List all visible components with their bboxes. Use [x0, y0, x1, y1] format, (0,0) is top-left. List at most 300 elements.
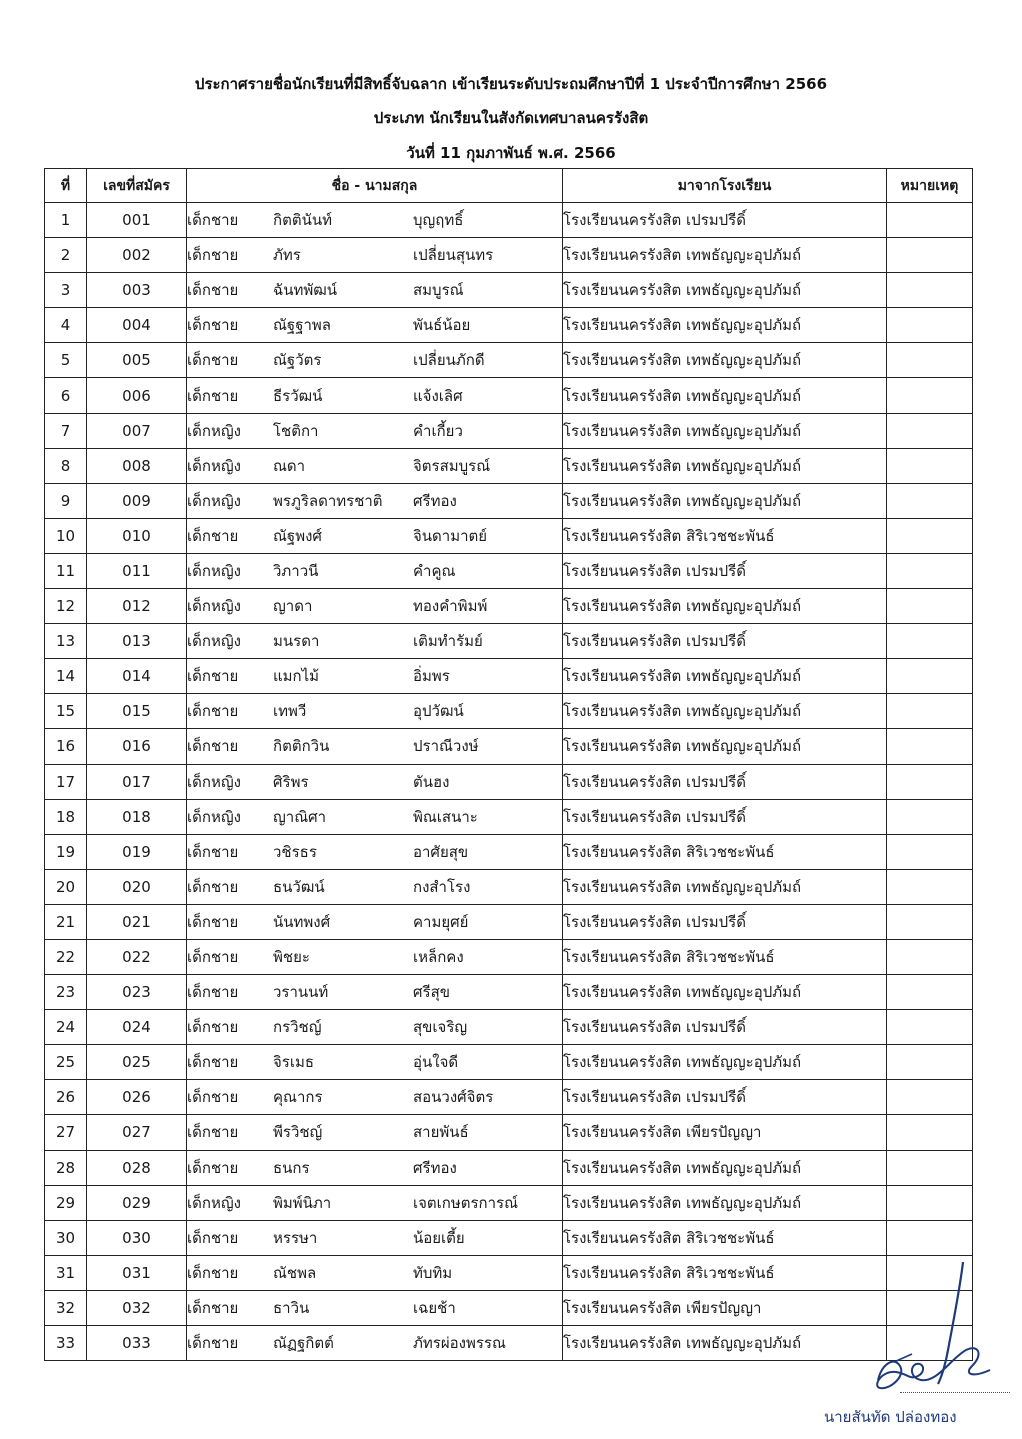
first-name: จิรเมธ	[273, 1053, 315, 1072]
name-prefix: เด็กชาย	[187, 281, 239, 300]
remarks-cell	[887, 1045, 973, 1080]
table-header	[45, 169, 973, 203]
school-cell: โรงเรียนนครรังสิต สิริเวชชะพันธ์	[563, 518, 887, 553]
last-name: เติมทำรัมย์	[413, 632, 483, 651]
last-name: อาศัยสุข	[413, 842, 469, 861]
application-number-cell: 030	[87, 1220, 187, 1255]
school-cell: โรงเรียนนครรังสิต เปรมปรีดิ์	[563, 1010, 887, 1045]
last-name: เปลี่ยนภักดี	[413, 351, 485, 370]
remarks-cell	[887, 694, 973, 729]
signature-line	[900, 1392, 1010, 1393]
school-cell: โรงเรียนนครรังสิต เทพธัญญะอุปภัมถ์	[563, 1185, 887, 1220]
student-name-cell	[187, 589, 563, 624]
remarks-cell	[887, 764, 973, 799]
student-name-cell	[187, 553, 563, 588]
application-number-cell: 027	[87, 1115, 187, 1150]
first-name: พรภูริลดาทรชาติ	[273, 491, 383, 510]
school-cell: โรงเรียนนครรังสิต เพียรปัญญา	[563, 1115, 887, 1150]
row-number-cell: 18	[45, 799, 87, 834]
remarks-cell	[887, 1150, 973, 1185]
last-name: ภัทรผ่องพรรณ	[413, 1334, 506, 1353]
school-cell: โรงเรียนนครรังสิต สิริเวชชะพันธ์	[563, 939, 887, 974]
table-row	[45, 553, 973, 588]
first-name: พีรวิชญ์	[273, 1123, 323, 1142]
last-name: น้อยเตี้ย	[413, 1228, 465, 1247]
first-name: โชติกา	[273, 421, 319, 440]
application-number-cell: 018	[87, 799, 187, 834]
remarks-cell	[887, 553, 973, 588]
name-prefix: เด็กชาย	[187, 1088, 239, 1107]
table-row	[45, 764, 973, 799]
student-name-cell	[187, 1010, 563, 1045]
school-cell: โรงเรียนนครรังสิต เทพธัญญะอุปภัมถ์	[563, 273, 887, 308]
application-number-cell: 005	[87, 343, 187, 378]
first-name: กรวิชญ์	[273, 1018, 322, 1037]
first-name: ณัฐฐาพล	[273, 316, 331, 335]
last-name: อิ่มพร	[413, 667, 450, 686]
remarks-cell	[887, 448, 973, 483]
table-row	[45, 904, 973, 939]
row-number-cell: 21	[45, 904, 87, 939]
table-row	[45, 343, 973, 378]
school-cell: โรงเรียนนครรังสิต เทพธัญญะอุปภัมถ์	[563, 659, 887, 694]
school-cell: โรงเรียนนครรังสิต เทพธัญญะอุปภัมถ์	[563, 308, 887, 343]
student-name-cell	[187, 869, 563, 904]
remarks-cell	[887, 1010, 973, 1045]
announcement-date: วันที่ 11 กุมภาพันธ์ พ.ศ. 2566	[406, 144, 616, 162]
first-name: ธีรวัฒน์	[273, 386, 323, 405]
school-cell: โรงเรียนนครรังสิต เปรมปรีดิ์	[563, 764, 887, 799]
row-number-cell: 28	[45, 1150, 87, 1185]
student-name-cell	[187, 448, 563, 483]
table-row	[45, 483, 973, 518]
application-number-cell: 028	[87, 1150, 187, 1185]
name-prefix: เด็กหญิง	[187, 456, 241, 475]
first-name: วิภาวนี	[273, 561, 319, 580]
row-number-cell: 1	[45, 203, 87, 238]
name-prefix: เด็กหญิง	[187, 491, 241, 510]
application-number-cell: 008	[87, 448, 187, 483]
student-name-cell	[187, 1290, 563, 1325]
last-name: สุขเจริญ	[413, 1018, 468, 1037]
last-name: อุ่นใจดี	[413, 1053, 459, 1072]
table-row	[45, 834, 973, 869]
school-cell: โรงเรียนนครรังสิต เทพธัญญะอุปภัมถ์	[563, 1150, 887, 1185]
school-cell: โรงเรียนนครรังสิต เทพธัญญะอุปภัมถ์	[563, 238, 887, 273]
application-number-cell: 007	[87, 413, 187, 448]
first-name: ณัฐวัตร	[273, 351, 322, 370]
table-row	[45, 589, 973, 624]
remarks-cell	[887, 975, 973, 1010]
student-name-cell	[187, 238, 563, 273]
row-number-cell: 25	[45, 1045, 87, 1080]
name-prefix: เด็กชาย	[187, 983, 239, 1002]
table-row	[45, 378, 973, 413]
row-number-cell: 24	[45, 1010, 87, 1045]
school-cell: โรงเรียนนครรังสิต เทพธัญญะอุปภัมถ์	[563, 1045, 887, 1080]
last-name: พันธ์น้อย	[413, 316, 471, 335]
last-name: ศรีทอง	[413, 491, 457, 510]
column-header-remarks: หมายเหตุ	[887, 169, 973, 203]
student-name-cell	[187, 624, 563, 659]
name-prefix: เด็กชาย	[187, 1334, 239, 1353]
first-name: มนรดา	[273, 632, 320, 651]
school-cell: โรงเรียนนครรังสิต เทพธัญญะอุปภัมถ์	[563, 869, 887, 904]
student-name-cell	[187, 308, 563, 343]
row-number-cell: 16	[45, 729, 87, 764]
remarks-cell	[887, 1185, 973, 1220]
row-number-cell: 22	[45, 939, 87, 974]
student-name-cell	[187, 694, 563, 729]
last-name: คำเกี้ยว	[413, 421, 463, 440]
row-number-cell: 13	[45, 624, 87, 659]
first-name: ญาดา	[273, 597, 313, 616]
first-name: คุณากร	[273, 1088, 323, 1107]
table-row	[45, 203, 973, 238]
table-row	[45, 799, 973, 834]
row-number-cell: 31	[45, 1255, 87, 1290]
last-name: อุปวัฒน์	[413, 702, 464, 721]
student-roster-table	[44, 168, 973, 1361]
application-number-cell: 021	[87, 904, 187, 939]
school-cell: โรงเรียนนครรังสิต เทพธัญญะอุปภัมถ์	[563, 483, 887, 518]
table-row	[45, 869, 973, 904]
column-header-application-no: เลขที่สมัคร	[87, 169, 187, 203]
table-row	[45, 1220, 973, 1255]
table-row	[45, 238, 973, 273]
name-prefix: เด็กหญิง	[187, 597, 241, 616]
name-prefix: เด็กชาย	[187, 1018, 239, 1037]
application-number-cell: 024	[87, 1010, 187, 1045]
first-name: วชิรธร	[273, 842, 317, 861]
school-cell: โรงเรียนนครรังสิต เทพธัญญะอุปภัมถ์	[563, 413, 887, 448]
school-cell: โรงเรียนนครรังสิต เทพธัญญะอุปภัมถ์	[563, 378, 887, 413]
table-row	[45, 448, 973, 483]
name-prefix: เด็กชาย	[187, 1228, 239, 1247]
table-row	[45, 1326, 973, 1361]
first-name: ธนกร	[273, 1158, 310, 1177]
first-name: ณัชพล	[273, 1263, 317, 1282]
name-prefix: เด็กหญิง	[187, 772, 241, 791]
name-prefix: เด็กชาย	[187, 316, 239, 335]
last-name: สอนวงศ์จิตร	[413, 1088, 494, 1107]
last-name: เปลี่ยนสุนทร	[413, 246, 494, 265]
last-name: จิตรสมบูรณ์	[413, 456, 491, 475]
last-name: เหล็กคง	[413, 948, 464, 967]
student-name-cell	[187, 1326, 563, 1361]
column-header-no: ที่	[45, 169, 87, 203]
last-name: สมบูรณ์	[413, 281, 464, 300]
last-name: ศรีสุข	[413, 983, 450, 1002]
application-number-cell: 023	[87, 975, 187, 1010]
table-row	[45, 308, 973, 343]
first-name: ธนวัฒน์	[273, 877, 325, 896]
student-name-cell	[187, 483, 563, 518]
application-number-cell: 016	[87, 729, 187, 764]
first-name: ณดา	[273, 456, 306, 475]
last-name: ตันฮง	[413, 772, 450, 791]
signature-scribble	[868, 1258, 998, 1398]
last-name: เฉยช้า	[413, 1298, 456, 1317]
student-name-cell	[187, 1255, 563, 1290]
first-name: เทพวี	[273, 702, 307, 721]
application-number-cell: 033	[87, 1326, 187, 1361]
table-row	[45, 659, 973, 694]
application-number-cell: 026	[87, 1080, 187, 1115]
first-name: ธาวิน	[273, 1298, 310, 1317]
student-name-cell	[187, 413, 563, 448]
name-prefix: เด็กชาย	[187, 1263, 239, 1282]
school-cell: โรงเรียนนครรังสิต เทพธัญญะอุปภัมถ์	[563, 589, 887, 624]
table-row	[45, 413, 973, 448]
remarks-cell	[887, 659, 973, 694]
first-name: กิตติกวิน	[273, 737, 330, 756]
remarks-cell	[887, 589, 973, 624]
row-number-cell: 6	[45, 378, 87, 413]
last-name: จินดามาตย์	[413, 526, 488, 545]
name-prefix: เด็กชาย	[187, 842, 239, 861]
first-name: วรานนท์	[273, 983, 329, 1002]
application-number-cell: 010	[87, 518, 187, 553]
row-number-cell: 33	[45, 1326, 87, 1361]
remarks-cell	[887, 1080, 973, 1115]
school-cell: โรงเรียนนครรังสิต เทพธัญญะอุปภัมถ์	[563, 343, 887, 378]
student-name-cell	[187, 799, 563, 834]
application-number-cell: 014	[87, 659, 187, 694]
table-row	[45, 1080, 973, 1115]
row-number-cell: 7	[45, 413, 87, 448]
row-number-cell: 3	[45, 273, 87, 308]
table-row	[45, 1115, 973, 1150]
remarks-cell	[887, 413, 973, 448]
student-name-cell	[187, 939, 563, 974]
first-name: นันทพงศ์	[273, 912, 331, 931]
row-number-cell: 17	[45, 764, 87, 799]
table-row	[45, 1185, 973, 1220]
name-prefix: เด็กชาย	[187, 211, 239, 230]
last-name: ปราณีวงษ์	[413, 737, 479, 756]
remarks-cell	[887, 273, 973, 308]
row-number-cell: 26	[45, 1080, 87, 1115]
application-number-cell: 003	[87, 273, 187, 308]
name-prefix: เด็กหญิง	[187, 1193, 241, 1212]
school-cell: โรงเรียนนครรังสิต เปรมปรีดิ์	[563, 799, 887, 834]
name-prefix: เด็กหญิง	[187, 561, 241, 580]
application-number-cell: 012	[87, 589, 187, 624]
application-number-cell: 020	[87, 869, 187, 904]
school-cell: โรงเรียนนครรังสิต เทพธัญญะอุปภัมถ์	[563, 729, 887, 764]
school-cell: โรงเรียนนครรังสิต เทพธัญญะอุปภัมถ์	[563, 1326, 887, 1361]
column-header-name: ชื่อ - นามสกุล	[187, 169, 563, 203]
table-row	[45, 694, 973, 729]
student-name-cell	[187, 378, 563, 413]
school-cell: โรงเรียนนครรังสิต เทพธัญญะอุปภัมถ์	[563, 448, 887, 483]
student-name-cell	[187, 659, 563, 694]
remarks-cell	[887, 729, 973, 764]
row-number-cell: 11	[45, 553, 87, 588]
row-number-cell: 2	[45, 238, 87, 273]
remarks-cell	[887, 939, 973, 974]
table-row	[45, 939, 973, 974]
first-name: ญาณิศา	[273, 807, 327, 826]
first-name: ภัทร	[273, 246, 301, 265]
student-name-cell	[187, 1045, 563, 1080]
remarks-cell	[887, 624, 973, 659]
student-name-cell	[187, 834, 563, 869]
table-row	[45, 1290, 973, 1325]
first-name: ศิริพร	[273, 772, 309, 791]
school-cell: โรงเรียนนครรังสิต สิริเวชชะพันธ์	[563, 834, 887, 869]
remarks-cell	[887, 904, 973, 939]
remarks-cell	[887, 834, 973, 869]
remarks-cell	[887, 518, 973, 553]
name-prefix: เด็กชาย	[187, 386, 239, 405]
first-name: แมกไม้	[273, 667, 320, 686]
last-name: เจตเกษตรการณ์	[413, 1193, 519, 1212]
name-prefix: เด็กชาย	[187, 526, 239, 545]
row-number-cell: 4	[45, 308, 87, 343]
student-name-cell	[187, 1115, 563, 1150]
remarks-cell	[887, 378, 973, 413]
last-name: ศรีทอง	[413, 1158, 457, 1177]
remarks-cell	[887, 343, 973, 378]
name-prefix: เด็กชาย	[187, 1053, 239, 1072]
last-name: ทับทิม	[413, 1263, 453, 1282]
application-number-cell: 006	[87, 378, 187, 413]
name-prefix: เด็กชาย	[187, 948, 239, 967]
application-number-cell: 011	[87, 553, 187, 588]
name-prefix: เด็กชาย	[187, 702, 239, 721]
school-cell: โรงเรียนนครรังสิต เปรมปรีดิ์	[563, 203, 887, 238]
first-name: ณัฏฐกิตต์	[273, 1334, 334, 1353]
remarks-cell	[887, 869, 973, 904]
last-name: คามยุศย์	[413, 912, 469, 931]
school-cell: โรงเรียนนครรังสิต เพียรปัญญา	[563, 1290, 887, 1325]
table-row	[45, 1045, 973, 1080]
first-name: ณัฐพงศ์	[273, 526, 322, 545]
student-name-cell	[187, 273, 563, 308]
application-number-cell: 017	[87, 764, 187, 799]
application-number-cell: 002	[87, 238, 187, 273]
row-number-cell: 23	[45, 975, 87, 1010]
row-number-cell: 12	[45, 589, 87, 624]
remarks-cell	[887, 308, 973, 343]
table-row	[45, 273, 973, 308]
table-row	[45, 624, 973, 659]
row-number-cell: 15	[45, 694, 87, 729]
name-prefix: เด็กหญิง	[187, 632, 241, 651]
row-number-cell: 19	[45, 834, 87, 869]
table-row	[45, 1010, 973, 1045]
application-number-cell: 032	[87, 1290, 187, 1325]
remarks-cell	[887, 1115, 973, 1150]
table-row	[45, 1150, 973, 1185]
last-name: สายพันธ์	[413, 1123, 469, 1142]
student-name-cell	[187, 1080, 563, 1115]
name-prefix: เด็กชาย	[187, 246, 239, 265]
student-name-cell	[187, 1185, 563, 1220]
school-cell: โรงเรียนนครรังสิต เทพธัญญะอุปภัมถ์	[563, 694, 887, 729]
student-name-cell	[187, 1150, 563, 1185]
school-cell: โรงเรียนนครรังสิต สิริเวชชะพันธ์	[563, 1220, 887, 1255]
application-number-cell: 015	[87, 694, 187, 729]
remarks-cell	[887, 203, 973, 238]
name-prefix: เด็กชาย	[187, 737, 239, 756]
row-number-cell: 10	[45, 518, 87, 553]
application-number-cell: 004	[87, 308, 187, 343]
row-number-cell: 9	[45, 483, 87, 518]
student-name-cell	[187, 203, 563, 238]
announcement-title: ประกาศรายชื่อนักเรียนที่มีสิทธิ์จับฉลาก เข้าเรียนระดับประถมศึกษาปีที่ 1 ประจำปีการศึกษา 2566	[194, 75, 828, 93]
name-prefix: เด็กชาย	[187, 912, 239, 931]
first-name: หรรษา	[273, 1228, 318, 1247]
table-body	[45, 203, 973, 1361]
last-name: พิณเสนาะ	[413, 807, 478, 826]
name-prefix: เด็กชาย	[187, 877, 239, 896]
row-number-cell: 8	[45, 448, 87, 483]
name-prefix: เด็กชาย	[187, 1298, 239, 1317]
name-prefix: เด็กชาย	[187, 667, 239, 686]
school-cell: โรงเรียนนครรังสิต สิริเวชชะพันธ์	[563, 1255, 887, 1290]
student-name-cell	[187, 729, 563, 764]
application-number-cell: 019	[87, 834, 187, 869]
name-prefix: เด็กชาย	[187, 351, 239, 370]
row-number-cell: 29	[45, 1185, 87, 1220]
remarks-cell	[887, 799, 973, 834]
school-cell: โรงเรียนนครรังสิต เปรมปรีดิ์	[563, 1080, 887, 1115]
first-name: กิตตินันท์	[273, 211, 332, 230]
remarks-cell	[887, 238, 973, 273]
remarks-cell	[887, 1220, 973, 1255]
table-row	[45, 518, 973, 553]
first-name: พิมพ์นิภา	[273, 1193, 332, 1212]
table-row	[45, 975, 973, 1010]
row-number-cell: 5	[45, 343, 87, 378]
school-cell: โรงเรียนนครรังสิต เทพธัญญะอุปภัมถ์	[563, 975, 887, 1010]
column-header-school: มาจากโรงเรียน	[563, 169, 887, 203]
last-name: ทองคำพิมพ์	[413, 597, 488, 616]
last-name: แจ้งเลิศ	[413, 386, 463, 405]
student-name-cell	[187, 518, 563, 553]
application-number-cell: 013	[87, 624, 187, 659]
table-row	[45, 1255, 973, 1290]
row-number-cell: 20	[45, 869, 87, 904]
application-number-cell: 025	[87, 1045, 187, 1080]
table-row	[45, 729, 973, 764]
first-name: พิชยะ	[273, 948, 310, 967]
name-prefix: เด็กหญิง	[187, 807, 241, 826]
application-number-cell: 022	[87, 939, 187, 974]
school-cell: โรงเรียนนครรังสิต เปรมปรีดิ์	[563, 624, 887, 659]
student-name-cell	[187, 904, 563, 939]
name-prefix: เด็กชาย	[187, 1123, 239, 1142]
row-number-cell: 14	[45, 659, 87, 694]
student-name-cell	[187, 975, 563, 1010]
last-name: คำคูณ	[413, 561, 456, 580]
application-number-cell: 001	[87, 203, 187, 238]
name-prefix: เด็กชาย	[187, 1158, 239, 1177]
name-prefix: เด็กหญิง	[187, 421, 241, 440]
row-number-cell: 30	[45, 1220, 87, 1255]
row-number-cell: 27	[45, 1115, 87, 1150]
row-number-cell: 32	[45, 1290, 87, 1325]
application-number-cell: 009	[87, 483, 187, 518]
last-name: บุญฤทธิ์	[413, 211, 464, 230]
application-number-cell: 031	[87, 1255, 187, 1290]
student-name-cell	[187, 764, 563, 799]
first-name: ฉันทพัฒน์	[273, 281, 338, 300]
application-number-cell: 029	[87, 1185, 187, 1220]
